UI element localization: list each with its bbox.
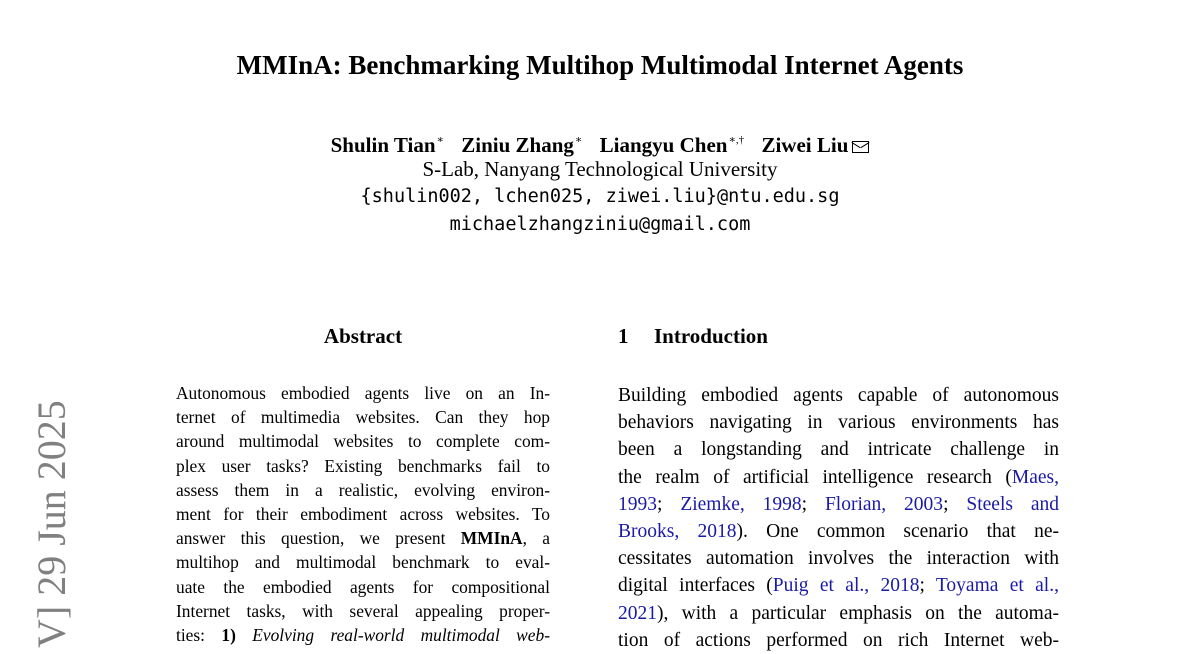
abstract-line: assess them in a realistic, evolving environ- (176, 479, 550, 500)
email-extra: michaelzhangziniu@gmail.com (449, 214, 751, 235)
abstract-line: multihop and multimodal benchmark to eval- (176, 552, 550, 573)
author-mark: ∗,† (728, 134, 745, 146)
envelope-icon (852, 141, 869, 153)
abstract-line: plex user tasks? Existing benchmarks fail to (176, 455, 550, 476)
citation-link[interactable]: Maes, (1011, 466, 1059, 488)
abstract-heading: Abstract (323, 324, 403, 348)
citation-link[interactable]: 2021 (618, 602, 657, 624)
section-number: 1 (618, 324, 629, 348)
abstract-line: Autonomous embodied agents live on an In- (176, 383, 550, 403)
abstract-line: Internet tasks, with several appealing proper- (176, 600, 550, 621)
intro-line: tion of actions performed on rich Internet web- (618, 629, 1059, 651)
intro-line: the realm of artificial intelligence research (Maes, (618, 466, 1059, 488)
author-name: Ziwei Liu (761, 133, 849, 157)
abstract-line: ties: 1) Evolving real-world multimodal web- (176, 624, 550, 645)
intro-line: Brooks, 2018). One common scenario that ne- (618, 520, 1059, 542)
citation-link[interactable]: Puig et al., 2018 (772, 575, 920, 597)
citation-link[interactable]: Florian, 2003 (824, 493, 944, 515)
abstract-line: uate the embodied agents for compositional (176, 576, 550, 597)
abstract-line: ment for their embodiment across websites. To (176, 503, 550, 524)
paper-title: MMInA: Benchmarking Multihop Multimodal Internet Agents (236, 50, 964, 80)
abstract-line: ternet of multimedia websites. Can they hop (176, 407, 550, 428)
intro-line: 1993; Ziemke, 1998; Florian, 2003; Steels and (618, 493, 1059, 515)
intro-line: cessitates automation involves the interaction with (618, 548, 1059, 570)
author-mark: ∗ (436, 134, 445, 146)
author-mark: ∗ (574, 134, 583, 146)
abstract-line: answer this question, we present MMInA, a (176, 528, 550, 549)
author-name: Liangyu Chen (599, 133, 728, 157)
citation-link[interactable]: Toyama et al., (935, 575, 1059, 597)
citation-link[interactable]: Steels and (966, 493, 1059, 515)
intro-line: behaviors navigating in various environments has (618, 412, 1059, 434)
affiliation: S-Lab, Nanyang Technological University (422, 157, 778, 181)
intro-line: been a longstanding and intricate challenge in (618, 439, 1059, 461)
author-name: Ziniu Zhang (461, 133, 574, 157)
citation-link[interactable]: Ziemke, 1998 (680, 493, 802, 515)
benchmark-name: MMInA (460, 528, 523, 549)
abstract-line: around multimodal websites to complete com- (176, 431, 550, 452)
intro-line: Building embodied agents capable of autonomous (618, 385, 1059, 406)
citation-link[interactable]: 1993 (618, 493, 657, 515)
arxiv-side-stamp: V] 29 Jun 2025 (29, 400, 74, 648)
email-group: {shulin002, lchen025, ziwei.liu}@ntu.edu.sg (360, 186, 840, 207)
intro-line: 2021), with a particular emphasis on the automa- (618, 602, 1059, 624)
introduction-body (618, 382, 1059, 654)
section-heading-introduction (618, 322, 768, 350)
author-name: Shulin Tian (330, 133, 436, 157)
abstract-body (176, 381, 550, 647)
citation-link[interactable]: Brooks, 2018 (618, 520, 737, 542)
section-title: Introduction (654, 324, 768, 348)
intro-line: digital interfaces (Puig et al., 2018; Toyama et al., (618, 575, 1059, 597)
